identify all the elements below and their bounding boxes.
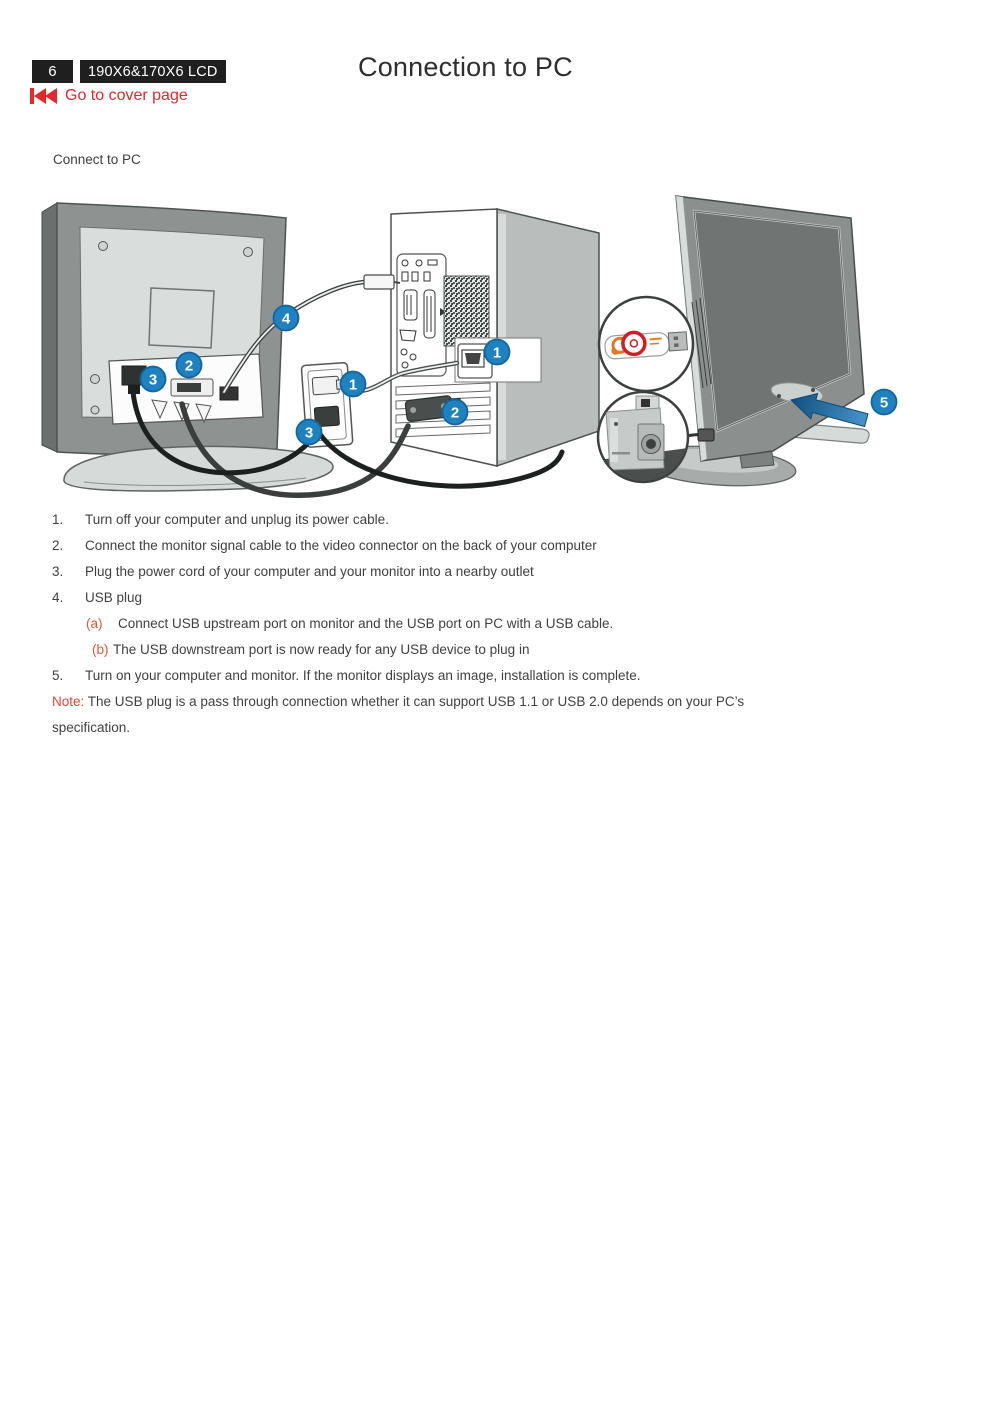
step-number: 2.	[52, 538, 64, 553]
note	[52, 694, 744, 709]
screw	[91, 406, 99, 414]
note-text: The USB plug is a pass through connection whether it can support USB 1.1 or USB 2.0 depends on your PC’s	[87, 694, 745, 709]
usb-drive-inset	[599, 297, 693, 391]
usb-drive-logo	[622, 332, 645, 355]
svg-text:5: 5	[879, 394, 889, 412]
svg-text:2: 2	[184, 357, 194, 375]
note-continued: specification.	[52, 720, 131, 735]
svg-text:3: 3	[304, 424, 314, 442]
step-text: Turn on your computer and monitor. If the monitor displays an image, installation is complete.	[85, 668, 641, 683]
step-text: Connect the monitor signal cable to the video connector on the back of your computer	[85, 538, 597, 553]
monitor-back	[42, 203, 333, 491]
step-text: Plug the power cord of your computer and your monitor into a nearby outlet	[85, 564, 534, 579]
svg-text:2: 2	[450, 404, 460, 422]
svg-text:1: 1	[348, 376, 358, 394]
camera-inset	[598, 392, 688, 482]
vent-grille	[444, 276, 489, 346]
svg-text:4: 4	[281, 310, 291, 328]
step-number: 4.	[52, 590, 64, 605]
usb-drive-connector	[668, 332, 687, 351]
screw	[99, 242, 108, 251]
substep-label: (b)	[92, 642, 109, 657]
camera-cable-plug	[698, 429, 714, 441]
section-intro: Connect to PC	[53, 152, 141, 167]
step-badge-2-monitor	[177, 353, 202, 378]
power-plug	[465, 353, 481, 364]
step-badge-2-pc	[443, 400, 468, 425]
usb-plug	[364, 275, 394, 289]
page-title: Connection to PC	[358, 52, 573, 82]
step-text: Turn off your computer and unplug its power cable.	[85, 512, 389, 527]
step-number: 1.	[52, 512, 64, 527]
step-text: USB plug	[85, 590, 143, 605]
step-number: 3.	[52, 564, 64, 579]
substep-label: (a)	[86, 616, 103, 631]
page-number-badge: 6	[32, 60, 73, 83]
model-badge: 190X6&170X6 LCD	[80, 60, 226, 83]
go-to-cover-link[interactable]	[30, 87, 188, 105]
step-badge-1-outlet	[341, 372, 366, 397]
step-badge-3-monitor	[141, 367, 166, 392]
substep-text: Connect USB upstream port on monitor and the USB port on PC with a USB cable.	[118, 616, 614, 631]
step-number: 5.	[52, 668, 64, 683]
connection-illustration	[0, 190, 994, 505]
step-badge-3-outlet	[297, 420, 322, 445]
step-badge-4	[274, 306, 299, 331]
go-to-cover-label: Go to cover page	[65, 87, 188, 104]
svg-text:1: 1	[492, 344, 502, 362]
outlet-plug-top	[312, 376, 339, 395]
rewind-icon	[30, 87, 57, 105]
screw	[244, 248, 253, 257]
svg-text:3: 3	[148, 371, 158, 389]
step-badge-1-pc	[485, 340, 510, 365]
note-label: Note:	[52, 694, 85, 709]
substep-text: The USB downstream port is now ready for any USB device to plug in	[113, 642, 530, 657]
pc-tower	[391, 209, 599, 466]
screw	[91, 375, 100, 384]
step-badge-5	[872, 390, 897, 415]
